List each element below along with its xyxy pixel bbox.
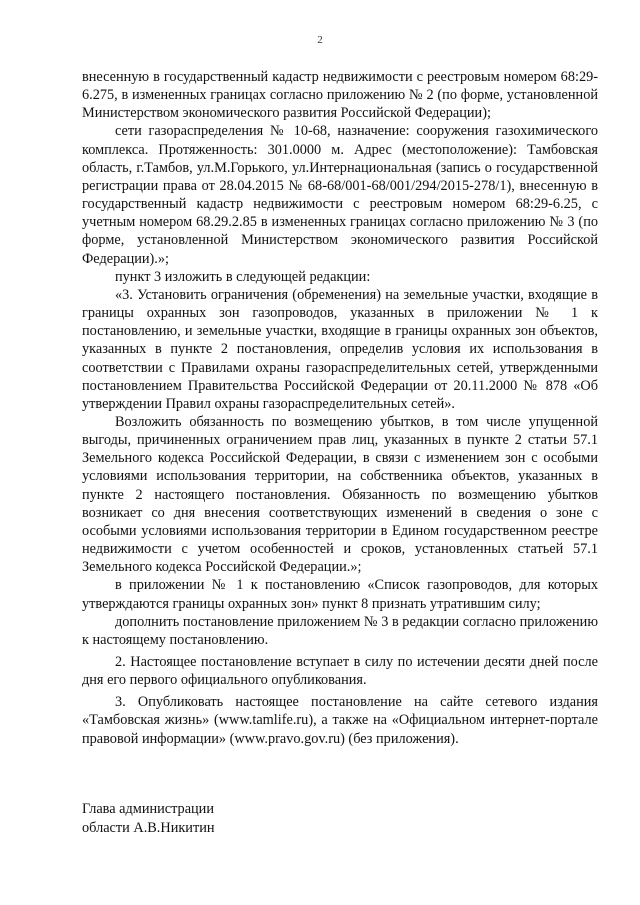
signature-title: Глава администрации [82, 801, 214, 817]
page-number: 2 [317, 34, 323, 46]
paragraph-point-3-intro: пункт 3 изложить в следующей редакции: [115, 268, 371, 285]
paragraph-add-appendix-3: дополнить постановление приложением № 3 в редакции согласно приложению к настоящему постановлению. [82, 613, 598, 648]
paragraph-appendix-1-change: в приложении № 1 к постановлению «Список газопроводов, для которых утверждаются границы охранных зон» пункт 8 признать утратившим силу; [82, 577, 598, 612]
paragraph-gas-network-10-68: сети газораспределения № 10-68, назначение: сооружения газохимического комплекса. Протяженность: 301.0000 м. Адрес (местоположение): Тамбовская область, г.Тамбов, ул.М.Горького, ул.Интернациональная (запись о государственной регистрации права от 28.04.2015 № 68-68/001-68/001/294/2015-278/1), внесенную в государственный кадастр недвижимости с реестровым номером 68:29-6.25, с учетным номером 68.29.2.85 в измененных границах согласно приложению № 3 (по форме, установленной Министерством экономического развития Российской Федерации).»; [82, 123, 598, 267]
paragraph-compensation: Возложить обязанность по возмещению убытков, в том числе упущенной выгоды, причиненных ограничением прав лиц, указанных в пункте 2 статьи 57.1 Земельного кодекса Российской Федерации, в связи с изменением зон с особыми условиями использования территории, на собственника объектов, указанных в пункте 2 настоящего постановления. Обязанность по возмещению убытков возникает со дня внесения соответствующих изменений в сведения о зоне с особыми условиями использования территории в Едином государственном реестре недвижимости с учетом особенностей и сроков, установленных статьей 57.1 Земельного кодекса Российской Федерации.»; [82, 413, 598, 576]
paragraph-cadastre-continuation: внесенную в государственный кадастр недвижимости с реестровым номером 68:29-6.275, в измененных границах согласно приложению № 2 (по форме, установленной Министерством экономического развития Российской Федерации); [82, 69, 598, 122]
document-body [82, 68, 598, 748]
paragraph-point-3-publish: 3. Опубликовать настоящее постановление на сайте сетевого издания «Тамбовская жизнь» (www.tamlife.ru), а также на «Официальном интернет-портале правовой информации» (www.pravo.gov.ru) (без приложения). [82, 694, 598, 747]
signature-block [82, 800, 215, 837]
paragraph-point-3-restrictions: «3. Установить ограничения (обременения) на земельные участки, входящие в границы охранных зон газопроводов, указанных в приложении № 1 к постановлению, и земельные участки, входящие в границы охранных зон объектов, указанных в пункте 2 постановления, определив условия их использования в соответствии с Правилами охраны газораспределительных сетей, утвержденными постановлением Правительства Российской Федерации от 20.11.2000 № 878 «Об утверждении Правил охраны газораспределительных сетей». [82, 286, 598, 412]
signature-name: области А.В.Никитин [82, 819, 215, 836]
paragraph-point-2-effective: 2. Настоящее постановление вступает в силу по истечении десяти дней после дня его первого официального опубликования. [82, 654, 598, 689]
